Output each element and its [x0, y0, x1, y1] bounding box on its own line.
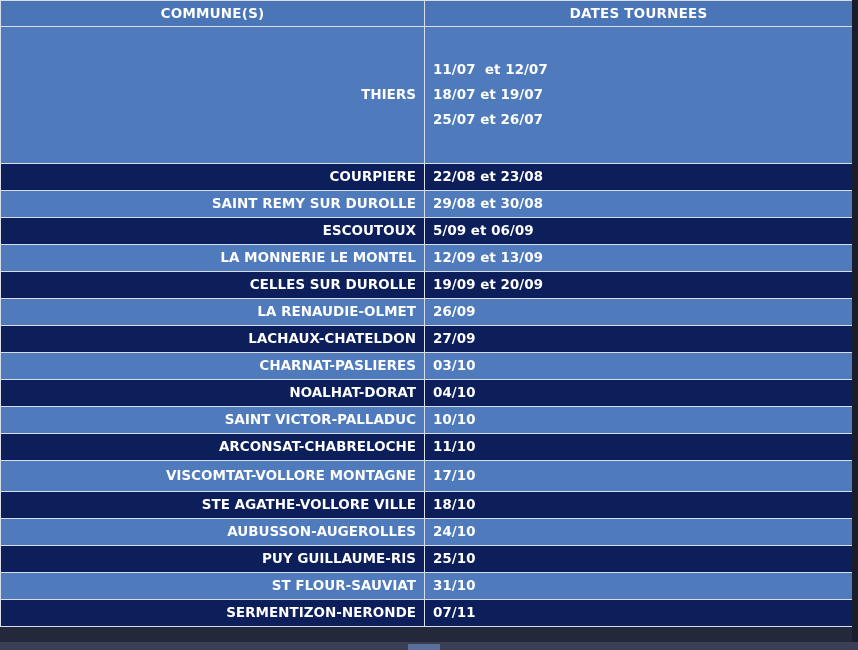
commune-cell: SAINT REMY SUR DUROLLE	[1, 191, 425, 218]
commune-cell: NOALHAT-DORAT	[1, 380, 425, 407]
dates-cell: 04/10	[425, 380, 853, 407]
table-header-row	[1, 1, 853, 27]
table-row	[1, 380, 853, 407]
table-row	[1, 434, 853, 461]
table-row	[1, 245, 853, 272]
dates-cell: 19/09 et 20/09	[425, 272, 853, 299]
dates-cell: 26/09	[425, 299, 853, 326]
commune-cell: LACHAUX-CHATELDON	[1, 326, 425, 353]
table-row	[1, 492, 853, 519]
commune-cell: ARCONSAT-CHABRELOCHE	[1, 434, 425, 461]
commune-cell: VISCOMTAT-VOLLORE MONTAGNE	[1, 461, 425, 492]
table-row-thiers	[1, 27, 853, 164]
date-line: 18/07 et 19/07	[433, 86, 544, 103]
header-commune: COMMUNE(S)	[1, 1, 425, 27]
date-line: 25/07 et 26/07	[433, 111, 544, 128]
commune-cell: AUBUSSON-AUGEROLLES	[1, 519, 425, 546]
table-row	[1, 272, 853, 299]
commune-cell: THIERS	[1, 27, 425, 164]
dates-cell: 07/11	[425, 600, 853, 627]
dates-cell: 25/10	[425, 546, 853, 573]
commune-cell: LA MONNERIE LE MONTEL	[1, 245, 425, 272]
commune-cell: CHARNAT-PASLIERES	[1, 353, 425, 380]
table-row	[1, 573, 853, 600]
dates-cell: 24/10	[425, 519, 853, 546]
dates-cell: 11/10	[425, 434, 853, 461]
table-row	[1, 546, 853, 573]
commune-cell: STE AGATHE-VOLLORE VILLE	[1, 492, 425, 519]
commune-cell: SAINT VICTOR-PALLADUC	[1, 407, 425, 434]
date-line: 11/07 et 12/07	[433, 61, 548, 78]
dates-cell: 5/09 et 06/09	[425, 218, 853, 245]
table-row	[1, 164, 853, 191]
bottom-frame-tab	[408, 644, 440, 650]
dates-cell	[425, 27, 853, 164]
commune-cell: ST FLOUR-SAUVIAT	[1, 573, 425, 600]
table-row	[1, 326, 853, 353]
dates-cell: 18/10	[425, 492, 853, 519]
table-row	[1, 191, 853, 218]
table-row	[1, 299, 853, 326]
right-edge-shadow	[852, 0, 858, 650]
commune-cell: SERMENTIZON-NERONDE	[1, 600, 425, 627]
dates-cell: 22/08 et 23/08	[425, 164, 853, 191]
table-row	[1, 600, 853, 627]
commune-cell: COURPIERE	[1, 164, 425, 191]
commune-cell: PUY GUILLAUME-RIS	[1, 546, 425, 573]
table-row	[1, 407, 853, 434]
dates-cell: 10/10	[425, 407, 853, 434]
commune-cell: CELLES SUR DUROLLE	[1, 272, 425, 299]
dates-cell: 31/10	[425, 573, 853, 600]
dates-cell: 12/09 et 13/09	[425, 245, 853, 272]
commune-cell: ESCOUTOUX	[1, 218, 425, 245]
table-row	[1, 461, 853, 492]
dates-cell: 17/10	[425, 461, 853, 492]
dates-cell: 03/10	[425, 353, 853, 380]
table-row	[1, 218, 853, 245]
table-row	[1, 519, 853, 546]
dates-cell: 29/08 et 30/08	[425, 191, 853, 218]
dates-cell: 27/09	[425, 326, 853, 353]
header-dates: DATES TOURNEES	[425, 1, 853, 27]
table-row	[1, 353, 853, 380]
commune-cell: LA RENAUDIE-OLMET	[1, 299, 425, 326]
